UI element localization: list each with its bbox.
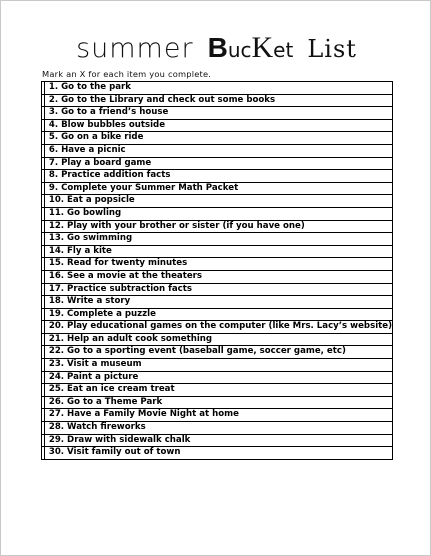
table-row: [42, 346, 393, 359]
item-label: 12. Play with your brother or sister (if you have one): [44, 220, 392, 233]
table-row: [42, 82, 393, 95]
table-row: [42, 170, 393, 183]
item-label: 21. Help an adult cook something: [44, 333, 392, 346]
item-label: 17. Practice subtraction facts: [44, 283, 392, 296]
table-row: [42, 359, 393, 372]
table-row: [42, 182, 393, 195]
item-label: 4. Blow bubbles outside: [44, 119, 392, 132]
title-letter: u: [227, 38, 241, 62]
instruction-text: Mark an X for each item you complete.: [42, 69, 212, 79]
table-row: [42, 220, 393, 233]
title-letter: c: [240, 38, 252, 62]
title-word-list: List: [307, 35, 357, 63]
title-letter: t: [285, 38, 294, 62]
item-label: 26. Go to a Theme Park: [44, 396, 392, 409]
item-label: 11. Go bowling: [44, 207, 392, 220]
item-label: 25. Eat an ice cream treat: [44, 384, 392, 397]
title-letter: e: [273, 38, 286, 62]
item-label: 19. Complete a puzzle: [44, 308, 392, 321]
table-row: [42, 308, 393, 321]
table-row: [42, 233, 393, 246]
table-row: [42, 245, 393, 258]
item-label: 20. Play educational games on the computer (like Mrs. Lacy’s website): [44, 321, 392, 334]
table-row: [42, 195, 393, 208]
table-row: [42, 321, 393, 334]
bucket-list-table: [41, 81, 393, 460]
table-row: [42, 409, 393, 422]
page-title: [1, 31, 431, 65]
table-row: [42, 207, 393, 220]
table-row: [42, 396, 393, 409]
item-label: 8. Practice addition facts: [44, 170, 392, 183]
table-row: [42, 107, 393, 120]
table-row: [42, 333, 393, 346]
table-row: [42, 422, 393, 435]
table-row: [42, 144, 393, 157]
item-label: 28. Watch fireworks: [44, 422, 392, 435]
item-label: 23. Visit a museum: [44, 359, 392, 372]
table-row: [42, 296, 393, 309]
item-label: 30. Visit family out of town: [44, 447, 392, 460]
table-row: [42, 434, 393, 447]
table-row: [42, 132, 393, 145]
item-label: 1. Go to the park: [44, 82, 392, 95]
item-label: 10. Eat a popsicle: [44, 195, 392, 208]
title-letter: B: [207, 32, 228, 63]
table-row: [42, 270, 393, 283]
item-label: 24. Paint a picture: [44, 371, 392, 384]
title-word-summer: summer: [76, 33, 194, 64]
title-word-bucket: [208, 31, 294, 65]
item-label: 3. Go to a friend’s house: [44, 107, 392, 120]
table-row: [42, 258, 393, 271]
item-label: 5. Go on a bike ride: [44, 132, 392, 145]
table-row: [42, 119, 393, 132]
item-label: 16. See a movie at the theaters: [44, 270, 392, 283]
item-label: 18. Write a story: [44, 296, 392, 309]
table-row: [42, 371, 393, 384]
table-row: [42, 283, 393, 296]
item-label: 29. Draw with sidewalk chalk: [44, 434, 392, 447]
item-label: 27. Have a Family Movie Night at home: [44, 409, 392, 422]
item-label: 14. Fly a kite: [44, 245, 392, 258]
table-row: [42, 447, 393, 460]
title-letter: K: [251, 31, 274, 64]
item-label: 15. Read for twenty minutes: [44, 258, 392, 271]
item-label: 22. Go to a sporting event (baseball game, soccer game, etc): [44, 346, 392, 359]
table-row: [42, 94, 393, 107]
item-label: 13. Go swimming: [44, 233, 392, 246]
item-label: 7. Play a board game: [44, 157, 392, 170]
item-label: 2. Go to the Library and check out some books: [44, 94, 392, 107]
table-row: [42, 384, 393, 397]
item-label: 9. Complete your Summer Math Packet: [44, 182, 392, 195]
table-row: [42, 157, 393, 170]
item-label: 6. Have a picnic: [44, 144, 392, 157]
